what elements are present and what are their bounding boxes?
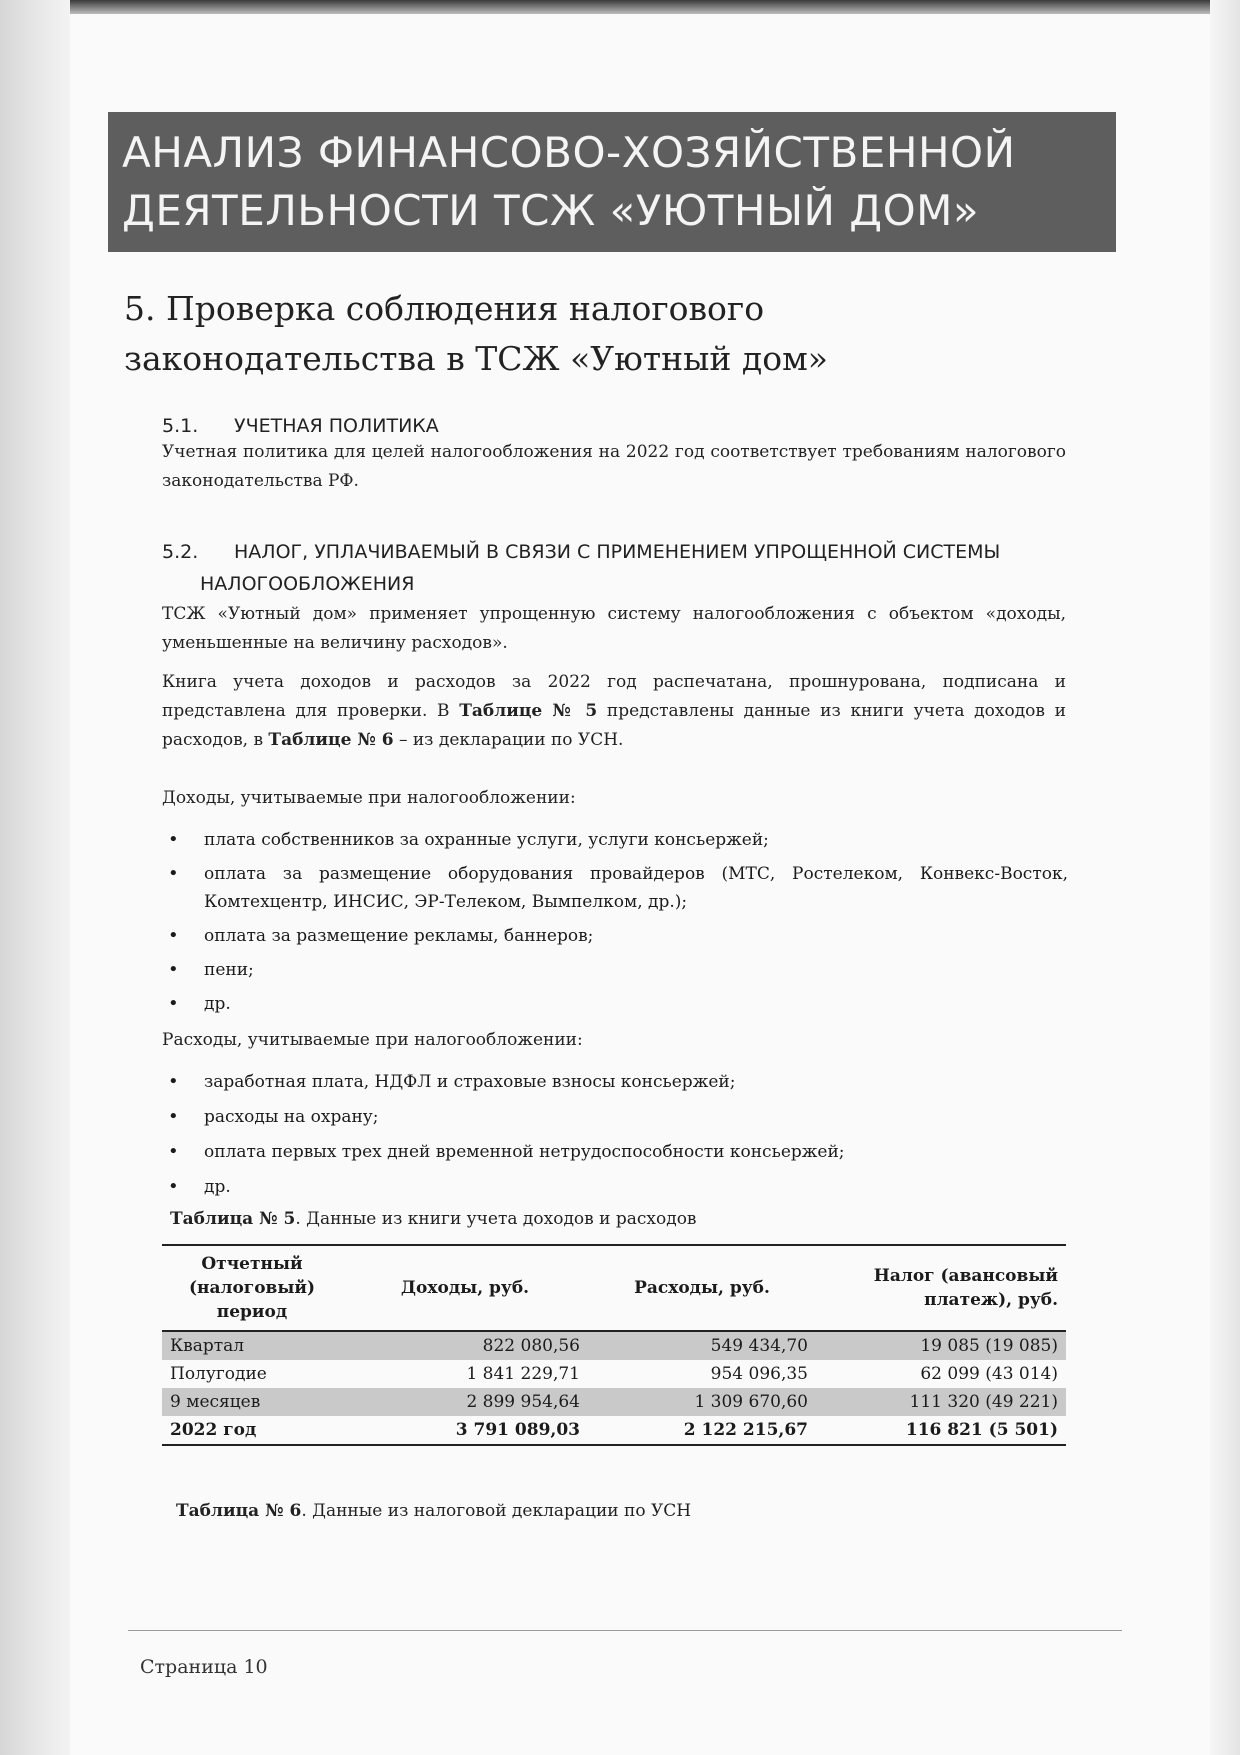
table-cell: 1 309 670,60 xyxy=(588,1388,816,1416)
table-cell: 954 096,35 xyxy=(710,1364,808,1384)
table-row xyxy=(162,1388,1066,1416)
list-item: • расходы на охрану; xyxy=(168,1103,1068,1131)
table-cell: 111 320 (49 221) xyxy=(816,1388,1066,1416)
caption-text: . Данные из книги учета доходов и расходов xyxy=(295,1209,697,1229)
text-run: представлены данные из книги учета доходов и расходов, в xyxy=(162,701,1066,750)
table-cell: Квартал xyxy=(162,1331,342,1360)
table-cell: 1 841 229,71 xyxy=(466,1364,580,1384)
table-cell: 822 080,56 xyxy=(342,1331,588,1360)
scan-edge-right xyxy=(1210,0,1240,1755)
table-cell: 2 899 954,64 xyxy=(342,1388,588,1416)
income-title: Доходы, учитываемые при налогообложении: xyxy=(162,788,576,808)
expense-title: Расходы, учитываемые при налогообложении: xyxy=(162,1030,583,1050)
table-cell: 19 085 (19 085) xyxy=(816,1331,1066,1360)
table-ref-6: Таблице № 6 xyxy=(268,730,394,750)
list-item: • плата собственников за охранные услуги, услуги консьержей; xyxy=(168,826,1068,854)
table-cell: 116 821 (5 501) xyxy=(816,1416,1066,1445)
income-expense-table xyxy=(162,1244,1066,1446)
column-header: Налог (авансовый платеж), руб. xyxy=(816,1245,1066,1331)
table-cell: Полугодие xyxy=(170,1364,267,1384)
subsection-5-2-heading xyxy=(162,536,1066,568)
caption-text: . Данные из налоговой декларации по УСН xyxy=(301,1501,692,1521)
banner-line-2: ДЕЯТЕЛЬНОСТИ ТСЖ «УЮТНЫЙ ДОМ» xyxy=(122,186,980,235)
column-header: Расходы, руб. xyxy=(588,1245,816,1331)
usn-paragraph: ТСЖ «Уютный дом» применяет упрощенную систему налогообложения с объектом «доходы, уменьшенные на величину расходов». xyxy=(162,604,1066,653)
list-item: • оплата за размещение оборудования провайдеров (МТС, Ростелеком, Конвекс-Восток, Комтехцентр, ИНСИС, ЭР-Телеком, Вымпелком, др.); xyxy=(168,860,1068,916)
page-number: Страница 10 xyxy=(140,1656,268,1678)
caption-label: Таблица № 5 xyxy=(170,1209,296,1229)
table-row xyxy=(162,1360,1066,1388)
chapter-banner xyxy=(108,112,1116,252)
column-header: Доходы, руб. xyxy=(342,1245,588,1331)
table-cell: 2 122 215,67 xyxy=(588,1416,816,1445)
table-cell: 2022 год xyxy=(162,1416,342,1445)
table-row-total xyxy=(162,1416,1066,1445)
list-item: • пени; xyxy=(168,956,1068,984)
scan-edge-left xyxy=(0,0,70,1755)
income-list xyxy=(168,826,1068,1018)
caption-label: Таблица № 6 xyxy=(176,1501,302,1521)
table-cell: 9 месяцев xyxy=(162,1388,342,1416)
subsection-title: УЧЕТНАЯ ПОЛИТИКА xyxy=(234,415,439,437)
subsection-title: НАЛОГ, УПЛАЧИВАЕМЫЙ В СВЯЗИ С ПРИМЕНЕНИЕМ УПРОЩЕННОЙ СИСТЕМЫ xyxy=(234,541,1001,563)
ledger-paragraph xyxy=(162,668,1066,755)
footer-rule xyxy=(128,1630,1122,1631)
table-6-caption xyxy=(176,1498,691,1524)
scan-edge-top xyxy=(0,0,1240,14)
section-title: 5. Проверка соблюдения налогового законодательства в ТСЖ «Уютный дом» xyxy=(124,289,828,378)
table-ref-5: Таблице № 5 xyxy=(459,701,598,721)
table-cell: 549 434,70 xyxy=(588,1331,816,1360)
text-run: Книга учета доходов и расходов за 2022 год распечатана, прошнурована, подписана и представлена для проверки. В xyxy=(162,672,1066,721)
table-cell: 62 099 (43 014) xyxy=(920,1364,1058,1384)
table-cell: 3 791 089,03 xyxy=(342,1416,588,1445)
column-header: Отчетный (налоговый) период xyxy=(162,1245,342,1331)
list-item: • заработная плата, НДФЛ и страховые взносы консьержей; xyxy=(168,1068,1068,1096)
text-run: – из декларации по УСН. xyxy=(393,730,624,750)
table-row xyxy=(162,1331,1066,1360)
list-item: • др. xyxy=(168,1173,1068,1201)
expense-list xyxy=(168,1068,1068,1201)
list-item: • оплата за размещение рекламы, баннеров; xyxy=(168,922,1068,950)
table-header-row xyxy=(162,1245,1066,1331)
subsection-number: 5.1. xyxy=(162,415,199,437)
subsection-number: 5.2. xyxy=(162,541,199,563)
list-item: • оплата первых трех дней временной нетрудоспособности консьержей; xyxy=(168,1138,1068,1166)
list-item: • др. xyxy=(168,990,1068,1018)
accounting-policy-paragraph: Учетная политика для целей налогообложения на 2022 год соответствует требованиям налогового законодательства РФ. xyxy=(162,442,1066,491)
banner-line-1: АНАЛИЗ ФИНАНСОВО-ХОЗЯЙСТВЕННОЙ xyxy=(122,128,1016,177)
table-5-caption xyxy=(170,1206,697,1232)
subsection-5-2-heading-cont: НАЛОГООБЛОЖЕНИЯ xyxy=(200,573,415,595)
